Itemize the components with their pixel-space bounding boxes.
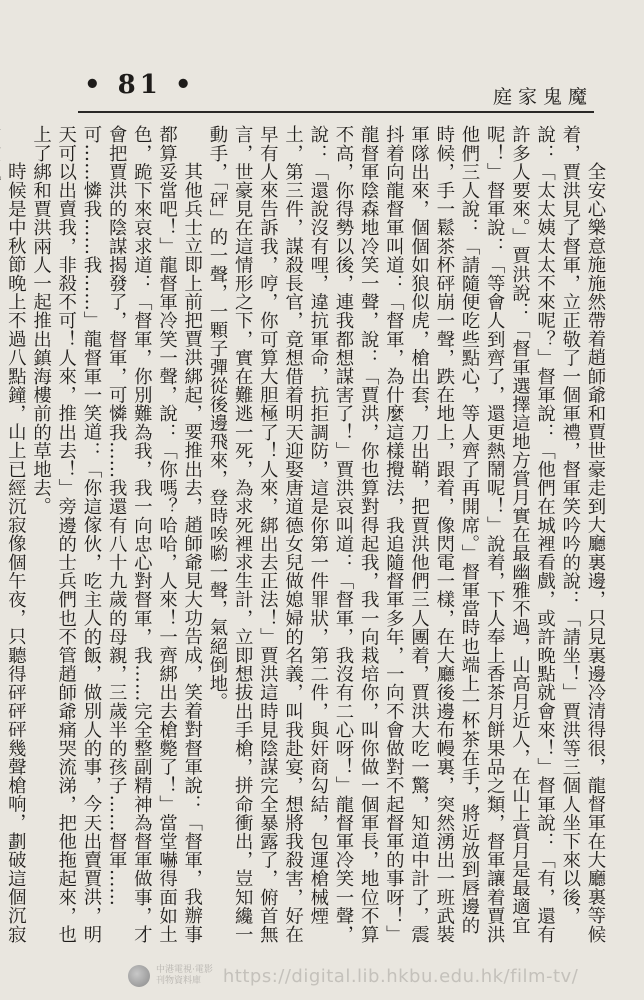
watermark-org-line: 中港電視‧電影 (156, 965, 213, 975)
library-logo-icon (128, 965, 150, 987)
watermark-url: https://digital.lib.hkbu.edu.hk/film-tv/ (222, 965, 579, 987)
watermark-footer (128, 956, 578, 996)
body-text (5, 125, 608, 945)
page-number: • 81 • (84, 70, 196, 100)
running-title: 庭家鬼魔 (493, 86, 594, 108)
paragraph: 全安心樂意施施然帶着趙師爺和賈世豪走到大廳裏邊，只見裏邊冷清得很，龍督軍在大廳裏等候着，賈洪見了督軍，立正敬了一個軍禮，督軍笑吟吟的說：「請坐！」賈洪等三個人坐下來以後，說：「太太姨太太不來呢？」督軍說：「他們在城裡看戲，或許晚點就會來！」督軍說：「有，還有許多人要來。」賈洪說：「督軍選擇這地方賞月實在最幽雅不過，山高月近人，在山上賞月是最適宜呢！」督軍說：「等會人到齊了，還更熱鬧呢！」說着，下人奉上香茶月餅果品之類，督軍讓着賈洪他們三人說：「請隨便吃些點心，等人齊了再開席。」督軍當時也端上一杯茶在手，將近放到唇邊的時候，手一鬆茶杯砰崩一聲，跌在地上，跟着，像閃電一樣，在大廳後邊布幔裏，突然湧出一班武裝軍隊出來，個個如狼似虎，槍出套，刀出鞘，把賈洪他們三人團着，賈洪大吃一驚，知道中計了，震抖着向龍督軍叫道：「督軍，為什麼這樣攪法，我追隨督軍多年，一向不會做對不起督軍的事呀！」龍督軍陰森地冷笑一聲，說：「賈洪，你也算對得起我，我一向栽培你，叫你做一個軍長，地位不算不高，你得勢以後，連我都想謀害了！」賈洪哀叫道：「督軍，我沒有二心呀！」龍督軍冷笑一聲，說：「還說沒有哩，違抗軍命，抗拒調防，這是你第一件罪狀，第二件，與奸商勾結，包運槍械煙土，第三件，謀殺長官，竟想借着明天迎娶唐道德女兒做媳婦的名義，叫我赴宴，想將我殺害，好在早有人來告訴我，哼，你可算大胆極了！人來，綁出去正法！」賈洪這時見陰謀完全暴露了，俯首無言，世豪見在這情形之下，實在難逃一死，為求死裡求生計，立即想拔出手槍，拼命衝出，豈知纔一動手，「砰」的一聲，一顆子彈從後邊飛來，登時唉喲一聲，氣絕倒地。 (206, 125, 606, 944)
header-rule (78, 111, 594, 113)
paragraph: 其他兵士立即上前把賈洪綁起，要推出去，趙師爺見大功告成，笑着對督軍說：「督軍，我辦事都算妥當吧！」龍督軍冷笑一聲，說：「你嗎？哈哈，人來！一齊綁出去槍斃了！」當堂嚇得面如土色，跪下來哀求道：「督軍，你別難為我，我一向忠心對督軍，我……完全整副精神為督軍做事，才會把賈洪的陰謀揭發了，督軍，可憐我……我還有八十九歲的母親，三歲半的孩子……督軍……可……憐我……我……」龍督軍一笑道：「你這傢伙，吃主人的飯，做別人的事，今天出賣賈洪，明天可以出賣我，非殺不可！人來，推出去！」旁邊的士兵們也不管趙師爺痛哭流涕，把他拖起來，也上了綁和賈洪兩人一起推出鎮海樓前的草地去。 (30, 125, 203, 944)
watermark-org (156, 965, 213, 987)
watermark-org-line: 刊物資料庫 (156, 976, 202, 986)
paragraph: 時候是中秋節晚上不過八點鐘，山上已經沉寂像個午夜，只聽得砰砰砰幾聲槍响，劃破這個沉寂 (5, 161, 27, 943)
